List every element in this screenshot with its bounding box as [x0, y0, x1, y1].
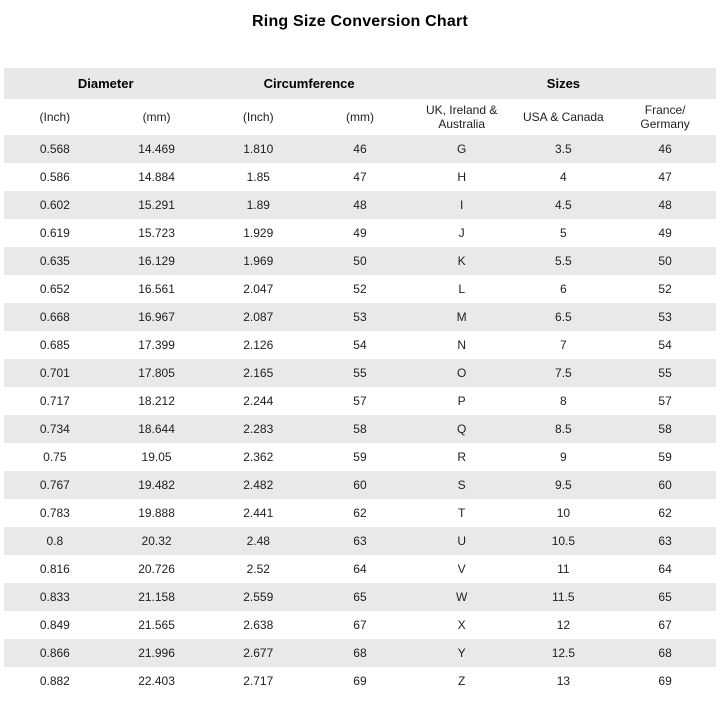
table-cell: 0.833	[4, 583, 106, 611]
table-cell: Z	[457, 674, 466, 688]
table-cell: 2.559	[207, 583, 309, 611]
table-cell: 0.8	[4, 527, 106, 555]
table-cell: 0.717	[39, 394, 70, 408]
table-cell: 11.5	[513, 583, 615, 611]
table-cell: 57	[658, 394, 672, 408]
table-cell: 63	[309, 527, 411, 555]
table-cell: 4	[560, 170, 567, 184]
table-cell: 65	[309, 583, 411, 611]
group-header-row	[4, 68, 716, 99]
column-header-diameter-inch: (Inch)	[4, 99, 106, 135]
table-cell: 2.047	[243, 282, 274, 296]
page-title: Ring Size Conversion Chart	[252, 13, 468, 30]
table-cell: 69	[658, 674, 672, 688]
table-cell: 0.586	[39, 170, 70, 184]
table-cell: 16.967	[106, 303, 208, 331]
table-cell: 22.403	[138, 674, 175, 688]
table-cell: 16.561	[138, 282, 175, 296]
table-row	[4, 303, 716, 331]
table-cell: 2.244	[243, 394, 274, 408]
table-cell: 5.5	[513, 247, 615, 275]
table-cell: 21.996	[106, 639, 208, 667]
table-cell: 10	[556, 506, 571, 520]
table-cell: 3.5	[513, 135, 615, 163]
table-cell: 1.810	[207, 135, 309, 163]
table-cell: 0.568	[4, 135, 106, 163]
table-cell: 0.882	[39, 674, 70, 688]
table-cell: 58	[614, 415, 716, 443]
table-cell: 8	[560, 394, 567, 408]
column-header-diameter-mm: (mm)	[106, 99, 208, 135]
table-cell: 7	[560, 338, 567, 352]
table-cell: 46	[309, 135, 411, 163]
table-cell: U	[411, 527, 513, 555]
table-cell: 68	[309, 639, 411, 667]
table-cell: 2.48	[207, 527, 309, 555]
table-cell: 19.482	[106, 471, 208, 499]
table-cell: 2.126	[243, 338, 274, 352]
table-cell: S	[411, 471, 513, 499]
table-row	[4, 527, 716, 555]
table-cell: 21.158	[106, 583, 208, 611]
table-cell: Q	[411, 415, 513, 443]
table-cell: 69	[353, 674, 367, 688]
table-cell: 16.129	[106, 247, 208, 275]
table-cell: 5	[560, 226, 567, 240]
table-cell: 50	[614, 247, 716, 275]
table-row	[4, 219, 716, 247]
table-cell: R	[457, 450, 466, 464]
table-cell: 2.638	[243, 618, 274, 632]
table-cell: 1.929	[243, 226, 274, 240]
table-cell: 0.652	[39, 282, 70, 296]
table-cell: 59	[353, 450, 367, 464]
table-cell: 2.441	[243, 506, 274, 520]
table-cell: 6	[560, 282, 567, 296]
table-row	[4, 135, 716, 163]
table-cell: 2.482	[207, 471, 309, 499]
table-cell: 0.75	[43, 450, 67, 464]
table-row	[4, 611, 716, 639]
table-row	[4, 387, 716, 415]
table-cell: 60	[309, 471, 411, 499]
table-cell: 49	[658, 226, 672, 240]
table-cell: 47	[658, 170, 672, 184]
column-header-circumference-mm: (mm)	[309, 99, 411, 135]
table-row	[4, 163, 716, 191]
table-cell: O	[411, 359, 513, 387]
table-cell: 67	[353, 618, 367, 632]
table-cell: 0.816	[39, 562, 70, 576]
table-cell: M	[411, 303, 513, 331]
table-cell: 0.767	[4, 471, 106, 499]
table-cell: W	[411, 583, 513, 611]
table-head	[4, 68, 716, 135]
table-cell: 54	[658, 338, 672, 352]
table-cell: N	[457, 338, 466, 352]
table-row	[4, 555, 716, 583]
table-cell: 48	[309, 191, 411, 219]
table-cell: 0.619	[39, 226, 70, 240]
table-row	[4, 471, 716, 499]
column-header-uk-ireland-australia: UK, Ireland & Australia	[411, 99, 513, 135]
table-cell: 0.849	[39, 618, 70, 632]
table-cell: 0.734	[4, 415, 106, 443]
group-header-circumference: Circumference	[207, 68, 410, 99]
table-cell: 53	[614, 303, 716, 331]
table-cell: 0.685	[39, 338, 70, 352]
table-cell: 49	[353, 226, 367, 240]
table-row	[4, 331, 716, 359]
table-row	[4, 639, 716, 667]
column-header-circumference-inch: (Inch)	[207, 99, 309, 135]
table-cell: I	[411, 191, 513, 219]
table-cell: 68	[614, 639, 716, 667]
table-cell: 54	[353, 338, 367, 352]
table-cell: H	[457, 170, 466, 184]
table-row	[4, 583, 716, 611]
table-cell: 18.212	[138, 394, 175, 408]
table-cell: 52	[353, 282, 367, 296]
table-cell: 1.85	[246, 170, 270, 184]
table-cell: 2.677	[207, 639, 309, 667]
table-cell: 59	[658, 450, 672, 464]
table-cell: 17.805	[106, 359, 208, 387]
table-cell: V	[457, 562, 466, 576]
table-cell: 1.89	[207, 191, 309, 219]
table-cell: 0.602	[4, 191, 106, 219]
table-row	[4, 667, 716, 695]
table-cell: 2.087	[207, 303, 309, 331]
table-cell: 50	[309, 247, 411, 275]
table-row	[4, 499, 716, 527]
table-row	[4, 275, 716, 303]
table-cell: 47	[353, 170, 367, 184]
table-cell: 65	[614, 583, 716, 611]
column-header-france-germany: France/ Germany	[614, 99, 716, 135]
table-row	[4, 359, 716, 387]
table-cell: 2.52	[246, 562, 270, 576]
table-cell: 12.5	[513, 639, 615, 667]
table-cell: 58	[309, 415, 411, 443]
table-cell: 12	[556, 618, 571, 632]
table-cell: 19.05	[141, 450, 172, 464]
table-cell: 18.644	[106, 415, 208, 443]
table-cell: K	[411, 247, 513, 275]
table-cell: 57	[353, 394, 367, 408]
table-cell: 48	[614, 191, 716, 219]
table-cell: 60	[614, 471, 716, 499]
ring-size-conversion-table	[4, 68, 716, 695]
table-row	[4, 247, 716, 275]
table-body	[4, 135, 716, 695]
column-header-row	[4, 99, 716, 135]
table-cell: 9	[560, 450, 567, 464]
group-header-sizes: Sizes	[411, 68, 716, 99]
table-cell: L	[458, 282, 465, 296]
table-cell: 62	[353, 506, 367, 520]
table-cell: 63	[614, 527, 716, 555]
table-cell: 20.726	[138, 562, 175, 576]
table-cell: 8.5	[513, 415, 615, 443]
table-cell: 0.668	[4, 303, 106, 331]
table-cell: 14.469	[106, 135, 208, 163]
table-cell: 2.362	[243, 450, 274, 464]
table-cell: 21.565	[138, 618, 175, 632]
table-cell: 17.399	[138, 338, 175, 352]
table-cell: 13	[556, 674, 571, 688]
table-cell: 62	[658, 506, 672, 520]
table-cell: 0.701	[4, 359, 106, 387]
column-header-usa-canada: USA & Canada	[513, 99, 615, 135]
table-cell: 52	[658, 282, 672, 296]
table-cell: 9.5	[513, 471, 615, 499]
table-cell: 14.884	[138, 170, 175, 184]
table-cell: 10.5	[513, 527, 615, 555]
table-cell: 6.5	[513, 303, 615, 331]
table-cell: 15.723	[138, 226, 175, 240]
table-cell: 0.635	[4, 247, 106, 275]
table-cell: 0.866	[4, 639, 106, 667]
table-cell: 15.291	[106, 191, 208, 219]
table-cell: 67	[658, 618, 672, 632]
table-row	[4, 191, 716, 219]
table-cell: 11	[557, 562, 570, 576]
table-cell: 55	[614, 359, 716, 387]
table-cell: 2.165	[207, 359, 309, 387]
group-header-diameter: Diameter	[4, 68, 207, 99]
table-cell: 1.969	[207, 247, 309, 275]
table-cell: P	[457, 394, 466, 408]
table-cell: 20.32	[106, 527, 208, 555]
table-cell: X	[457, 618, 466, 632]
table-cell: 4.5	[513, 191, 615, 219]
table-row	[4, 443, 716, 471]
table-cell: T	[457, 506, 466, 520]
table-cell: 64	[658, 562, 672, 576]
table-cell: 19.888	[138, 506, 175, 520]
table-row	[4, 415, 716, 443]
table-cell: Y	[411, 639, 513, 667]
table-cell: 53	[309, 303, 411, 331]
table-cell: 55	[309, 359, 411, 387]
table-cell: J	[458, 226, 465, 240]
table-cell: 2.717	[243, 674, 274, 688]
table-cell: G	[411, 135, 513, 163]
table-cell: 46	[614, 135, 716, 163]
table-cell: 7.5	[513, 359, 615, 387]
table-cell: 64	[353, 562, 367, 576]
table-cell: 2.283	[207, 415, 309, 443]
table-cell: 0.783	[39, 506, 70, 520]
